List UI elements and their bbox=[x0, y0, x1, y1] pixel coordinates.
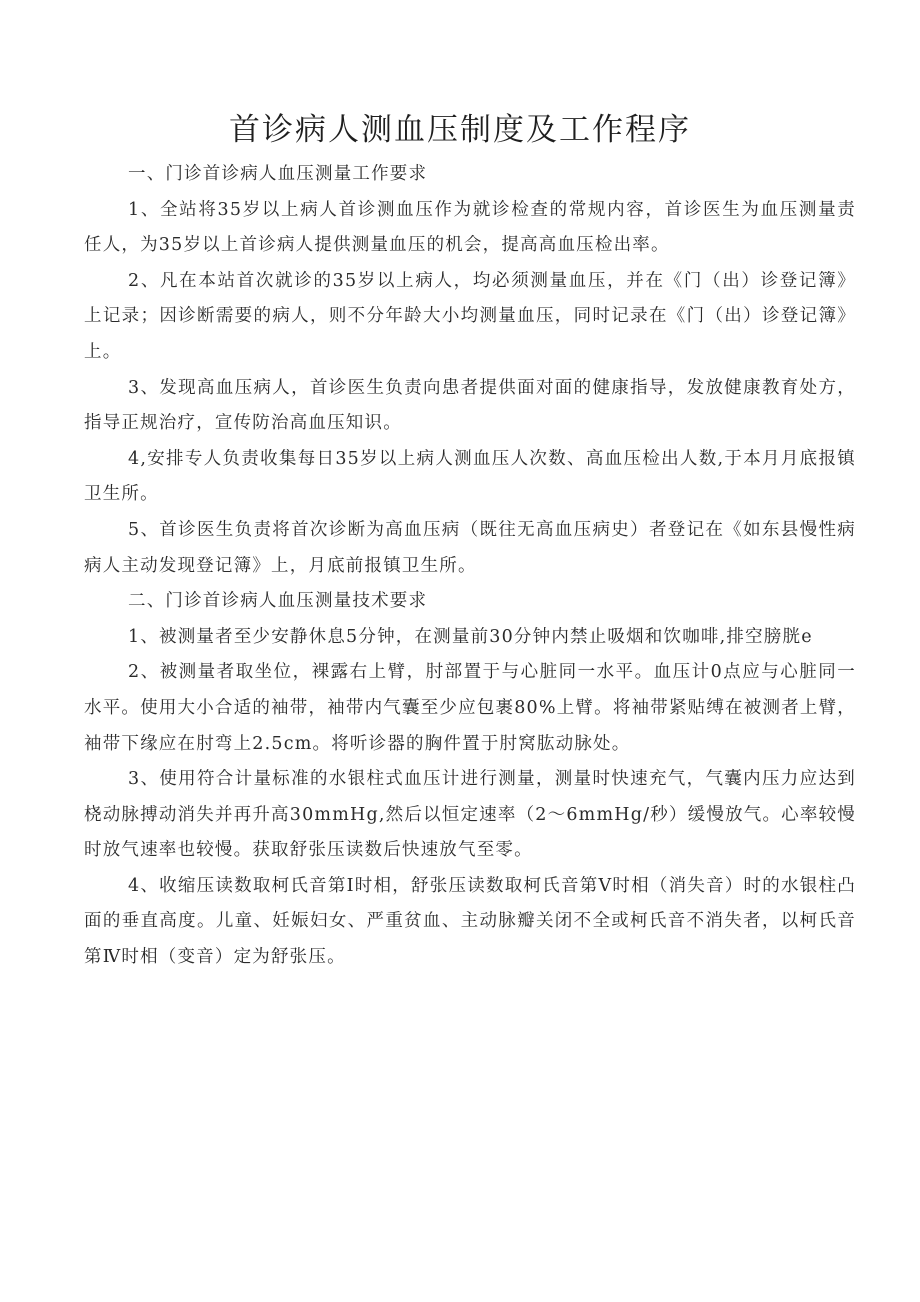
section1-item-3: 3、发现高血压病人，首诊医生负责向患者提供面对面的健康指导，发放健康教育处方，指导正规治疗，宣传防治高血压知识。 bbox=[84, 377, 856, 434]
section1-item-4: 4,安排专人负责收集每日35岁以上病人测血压人次数、高血压检出人数,于本月月底报镇卫生所。 bbox=[84, 448, 856, 505]
document-body bbox=[84, 157, 856, 976]
section1-item-5: 5、首诊医生负责将首次诊断为高血压病（既往无高血压病史）者登记在《如东县慢性病病人主动发现登记簿》上，月底前报镇卫生所。 bbox=[84, 519, 856, 576]
document-title: 首诊病人测血压制度及工作程序 bbox=[229, 112, 691, 148]
section2-item-4: 4、收缩压读数取柯氏音第Ⅰ时相，舒张压读数取柯氏音第Ⅴ时相（消失音）时的水银柱凸面的垂直高度。儿童、妊娠妇女、严重贫血、主动脉瓣关闭不全或柯氏音不消失者，以柯氏音第Ⅳ时相（变音）定为舒张压。 bbox=[84, 875, 856, 968]
section2-item-3: 3、使用符合计量标准的水银柱式血压计进行测量，测量时快速充气，气囊内压力应达到桡动脉搏动消失并再升高30mmHg,然后以恒定速率（2～6mmHg/秒）缓慢放气。心率较慢时放气速率也较慢。获取舒张压读数后快速放气至零。 bbox=[84, 769, 856, 861]
section1-item-2: 2、凡在本站首次就诊的35岁以上病人，均必须测量血压，并在《门（出）诊登记簿》上记录；因诊断需要的病人，则不分年龄大小均测量血压，同时记录在《门（出）诊登记簿》上。 bbox=[84, 270, 856, 362]
section-heading-1: 一、门诊首诊病人血压测量工作要求 bbox=[128, 164, 428, 184]
section2-item-1: 1、被测量者至少安静休息5分钟，在测量前30分钟内禁止吸烟和饮咖啡,排空膀胱e bbox=[128, 626, 813, 647]
section-heading-2: 二、门诊首诊病人血压测量技术要求 bbox=[128, 591, 428, 612]
section1-item-1: 1、全站将35岁以上病人首诊测血压作为就诊检查的常规内容，首诊医生为血压测量责任人，为35岁以上首诊病人提供测量血压的机会，提高高血压检出率。 bbox=[84, 199, 856, 256]
section2-item-2: 2、被测量者取坐位，裸露右上臂，肘部置于与心脏同一水平。血压计0点应与心脏同一水平。使用大小合适的袖带，袖带内气囊至少应包裹80%上臂。将袖带紧贴缚在被测者上臂，袖带下缘应在肘弯上2.5cm。将听诊器的胸件置于肘窝肱动脉处。 bbox=[84, 662, 856, 754]
